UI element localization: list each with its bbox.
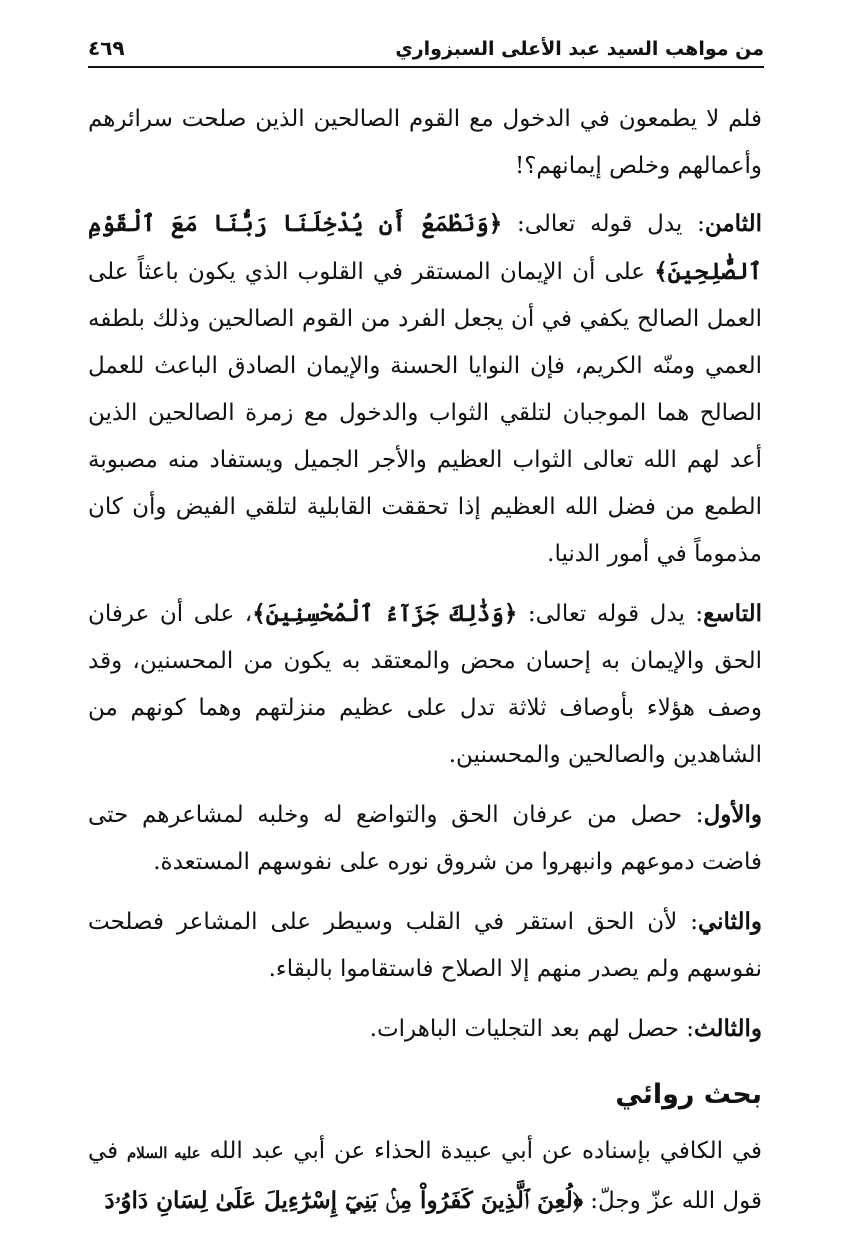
paragraph-lead: والأول [703, 801, 762, 828]
page-number: ٤٦٩ [88, 36, 125, 60]
paragraph-text: على أن الإيمان المستقر في القلوب الذي يكون باعثاً على العمل الصالح يكفي في أن يجعل الفرد من القوم الصالحين وذلك بلطفه العمي ومنّه الكريم، فإن النوايا الحسنة والإيمان الصادق الباعث للعمل الصالح هما الموجبان لتلقي الثواب والدخول مع زمرة الصالحين الذين أعد لهم الله تعالى الثواب العظيم والأجر الجميل ويستفاد منه مصبوبة الطمع من فضل الله العظيم إذا تحققت القابلية لتلقي الفيض وأن كان مذموماً في أمور الدنيا. [88, 259, 762, 567]
paragraph-text: : حصل لهم بعد التجليات الباهرات. [369, 1016, 694, 1042]
paragraph-text: : لأن الحق استقر في القلب وسيطر على المشاعر فصلحت نفوسهم ولم يصدر منهم إلا الصلاح فاستقاموا بالبقاء. [88, 909, 762, 982]
paragraph-intro [88, 96, 762, 190]
paragraph-lead: الثامن [704, 210, 763, 237]
paragraph-text: : حصل من عرفان الحق والتواضع له وخلبه لمشاعرهم حتى فاضت دموعهم وانبهروا من شروق نوره على نفوسهم المستعدة. [88, 802, 762, 875]
paragraph-text: فلم لا يطمعون في الدخول مع القوم الصالحين الذين صلحت سرائرهم وأعمالهم وخلص إيمانهم؟! [88, 106, 762, 179]
paragraph-text: في قول الله عزّ وجلّ: [88, 1138, 762, 1214]
paragraph-text: ، على أن عرفان الحق والإيمان به إحسان محض والمعتقد به يكون من المحسنين، وقد وصف هؤلاء بأوصاف ثلاثة تدل على عظيم منزلتهم وهما كونهم من الشاهدين والصالحين والمحسنين. [88, 601, 762, 768]
paragraph-second-attribute [88, 898, 762, 993]
paragraph-third-attribute [88, 1005, 762, 1053]
paragraph-narration [88, 1128, 762, 1225]
paragraph-lead: التاسع [703, 600, 763, 627]
paragraph-text: : يدل قوله تعالى: [502, 211, 705, 237]
section-heading: بحث روائي [615, 1079, 762, 1110]
paragraph-lead: والثالث [693, 1015, 762, 1042]
running-header [88, 30, 764, 68]
paragraph-lead: والثاني [697, 908, 762, 935]
paragraph-text: : يدل قوله تعالى: [517, 601, 704, 627]
book-title: من مواهب السيد عبد الأعلى السبزواري [395, 38, 764, 60]
paragraph-text: في الكافي بإسناده عن أبي عبيدة الحذاء عن أبي عبد الله [200, 1138, 762, 1164]
quran-verse: ﴿وَذَٰلِكَ جَزَآءُ ٱلْمُحْسِنِينَ﴾ [252, 600, 518, 627]
quran-verse: ﴿لُعِنَ ٱلَّذِينَ كَفَرُواْ مِنۢ بَنِيٓ إِسْرَٰٓءِيلَ عَلَىٰ لِسَانِ دَاوُۥدَ [104, 1187, 583, 1214]
paragraph-ninth [88, 590, 762, 779]
paragraph-first-attribute [88, 791, 762, 886]
body-text [88, 96, 762, 1237]
paragraph-eighth [88, 200, 762, 578]
quran-verse: ﴿وَنَطْمَعُ أَن يُدْخِلَنَا رَبُّنَا مَعَ ٱلْقَوْمِ ٱلصَّٰلِحِينَ﴾ [88, 210, 762, 285]
honorific-glyph: عليه السلام [127, 1144, 201, 1162]
